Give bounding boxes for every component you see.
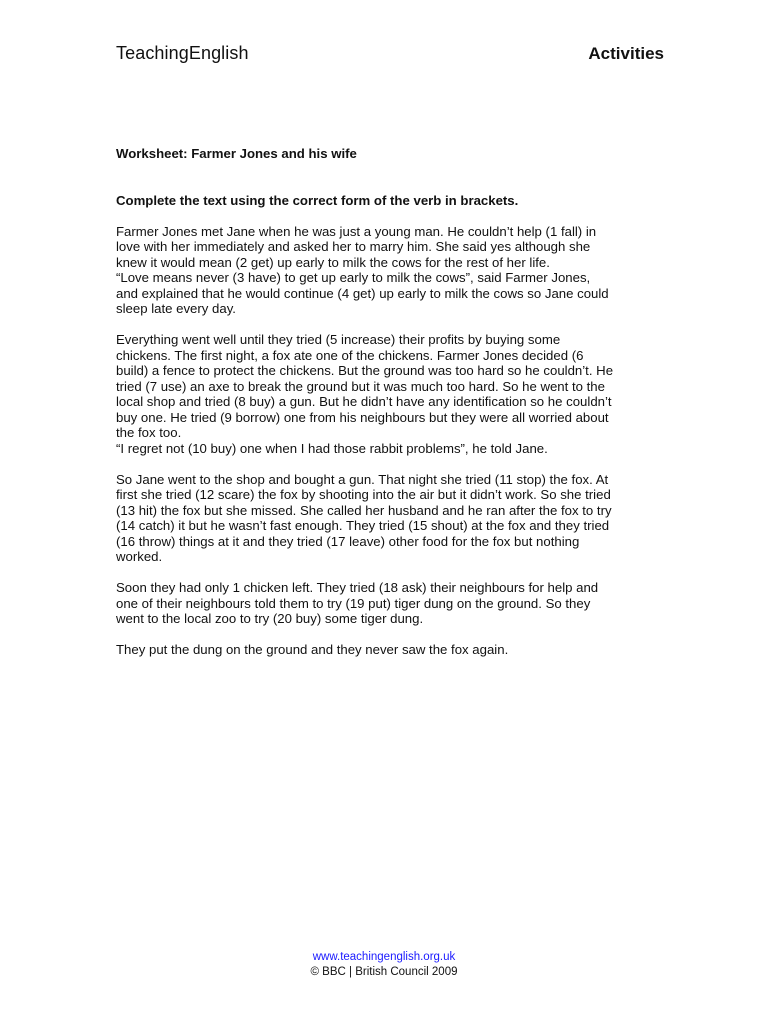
story-line: love with her immediately and asked her to marry him. She said yes although she xyxy=(116,239,591,254)
copyright-notice: © BBC | British Council 2009 xyxy=(310,965,458,978)
story-line: Farmer Jones met Jane when he was just a young man. He couldn’t help (1 fall) in xyxy=(116,223,597,239)
story-paragraph-3 xyxy=(116,472,656,565)
story-line: and explained that he would continue (4 get) up early to milk the cows so Jane could xyxy=(116,285,609,301)
story-line: tried (7 use) an axe to break the ground but it was much too hard. So he went to the xyxy=(116,378,605,394)
page-footer xyxy=(0,950,768,979)
story-line: went to the local zoo to try (20 buy) some tiger dung. xyxy=(116,611,424,626)
story-line: chickens. The first night, a fox ate one of the chickens. Farmer Jones decided (6 xyxy=(116,347,584,363)
worksheet-title: Worksheet: Farmer Jones and his wife xyxy=(116,146,357,161)
story-line: sleep late every day. xyxy=(116,301,236,316)
story-line: first she tried (12 scare) the fox by shooting into the air but it didn’t work. So she tried xyxy=(116,487,611,502)
story-line: (16 throw) things at it and they tried (17 leave) other food for the fox but nothing xyxy=(116,533,580,549)
story-line: one of their neighbours told them to try (19 put) tiger dung on the ground. So they xyxy=(116,595,591,611)
story-line: So Jane went to the shop and bought a gun. That night she tried (11 stop) the fox. At xyxy=(116,471,609,487)
story-line: They put the dung on the ground and they never saw the fox again. xyxy=(116,642,509,657)
story-line: local shop and tried (8 buy) a gun. But he didn’t have any identification so he couldn’t xyxy=(116,394,612,409)
story-line: (14 catch) it but he wasn’t fast enough. They tried (15 shout) at the fox and they tried xyxy=(116,518,610,533)
website-link[interactable]: www.teachingenglish.org.uk xyxy=(312,951,456,963)
story-line: “I regret not (10 buy) one when I had those rabbit problems”, he told Jane. xyxy=(116,440,548,456)
worksheet-instructions: Complete the text using the correct form of the verb in brackets. xyxy=(116,192,519,208)
story-paragraph-5 xyxy=(116,642,656,658)
story-line: Soon they had only 1 chicken left. They tried (18 ask) their neighbours for help and xyxy=(116,580,599,595)
story-line: “Love means never (3 have) to get up early to milk the cows”, said Farmer Jones, xyxy=(116,270,591,285)
story-paragraph-1 xyxy=(116,224,656,317)
story-line: the fox too. xyxy=(116,425,182,440)
site-brand: TeachingEnglish xyxy=(116,43,249,63)
story-line: Everything went well until they tried (5 increase) their profits by buying some xyxy=(116,332,561,347)
story-line: knew it would mean (2 get) up early to milk the cows for the rest of her life. xyxy=(116,254,550,270)
story-paragraph-2 xyxy=(116,332,656,456)
story-line: (13 hit) the fox but she missed. She called her husband and he ran after the fox to try xyxy=(116,502,612,518)
story-line: buy one. He tried (9 borrow) one from his neighbours but they were all worried about xyxy=(116,409,609,425)
story-line: worked. xyxy=(116,549,163,564)
story-paragraph-4 xyxy=(116,580,656,627)
section-label: Activities xyxy=(588,44,664,63)
story-line: build) a fence to protect the chickens. But the ground was too hard so he couldn’t. He xyxy=(116,363,614,378)
worksheet-content xyxy=(116,146,656,673)
